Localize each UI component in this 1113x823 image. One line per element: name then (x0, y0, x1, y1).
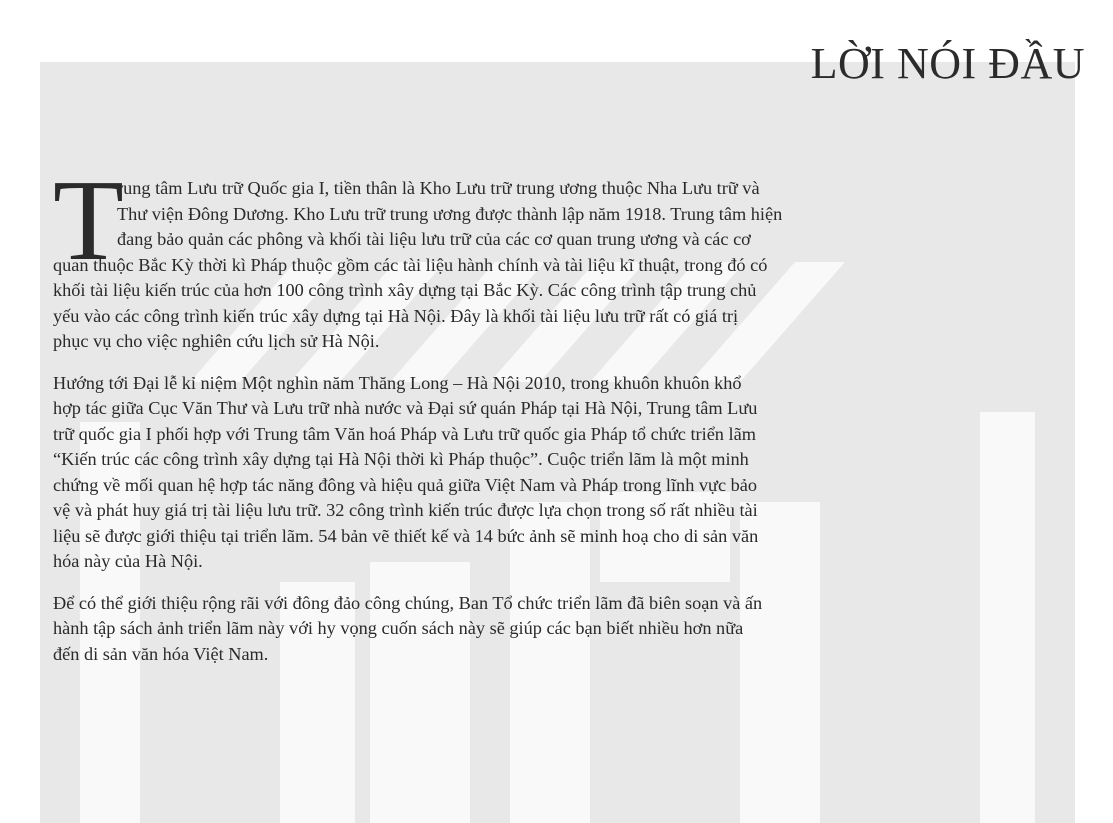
text-line: khối tài liệu kiến trúc của hơn 100 công trình xây dựng tại Bắc Kỳ. Các công trình tập trung chủ (53, 280, 757, 300)
text-line: hóa này của Hà Nội. (53, 551, 203, 571)
page-title: LỜI NÓI ĐẦU (810, 39, 1085, 88)
text-line: phục vụ cho việc nghiên cứu lịch sử Hà Nội. (53, 331, 380, 351)
drop-cap: T (53, 157, 124, 285)
paragraph-gap (53, 355, 1093, 371)
text-line: Để có thể giới thiệu rộng rãi với đông đảo công chúng, Ban Tổ chức triển lãm đã biên soạn và ấn (53, 592, 763, 613)
text-line: “Kiến trúc các công trình xây dựng tại Hà Nội thời kì Pháp thuộc”. Cuộc triển lãm là một minh (53, 449, 749, 469)
text-line: vệ và phát huy giá trị tài liệu lưu trữ. 32 công trình kiến trúc được lựa chọn trong số rất nhiều tài (53, 500, 758, 520)
text-line: Thư viện Đông Dương. Kho Lưu trữ trung ương được thành lập năm 1918. Trung tâm hiện (117, 203, 783, 224)
text-line: trữ quốc gia I phối hợp với Trung tâm Văn hoá Pháp và Lưu trữ quốc gia Pháp tổ chức triển lãm (53, 423, 756, 444)
text-line: đang bảo quản các phông và khối tài liệu lưu trữ của các cơ quan trung ương và các cơ (117, 229, 751, 249)
text-line: quan thuộc Bắc Kỳ thời kì Pháp thuộc gồm các tài liệu hành chính và tài liệu kĩ thuật, trong đó có (53, 254, 768, 275)
text-line: liệu sẽ được giới thiệu tại triển lãm. 54 bản vẽ thiết kế và 14 bức ảnh sẽ minh hoạ cho di sản văn (53, 525, 759, 546)
body-text (53, 176, 1093, 667)
text-line: yếu vào các công trình kiến trúc xây dựng tại Hà Nội. Đây là khối tài liệu lưu trữ rất có giá trị (53, 305, 739, 326)
text-line: hợp tác giữa Cục Văn Thư và Lưu trữ nhà nước và Đại sứ quán Pháp tại Hà Nội, Trung tâm Lưu (53, 398, 758, 418)
text-line: hành tập sách ảnh triển lãm này với hy vọng cuốn sách này sẽ giúp các bạn biết nhiều hơn nữa (53, 618, 744, 638)
paragraph-gap (53, 575, 1093, 591)
text-line: đến di sản văn hóa Việt Nam. (53, 643, 269, 664)
text-line: Hướng tới Đại lễ kỉ niệm Một nghìn năm Thăng Long – Hà Nội 2010, trong khuôn khuôn khổ (53, 372, 742, 393)
paragraph (53, 176, 1093, 355)
paragraph (53, 591, 1093, 668)
text-line: chứng về mối quan hệ hợp tác năng đông và hiệu quả giữa Việt Nam và Pháp trong lĩnh vực bảo (53, 474, 758, 495)
paragraph (53, 371, 1093, 575)
text-line: rung tâm Lưu trữ Quốc gia I, tiền thân là Kho Lưu trữ trung ương thuộc Nha Lưu trữ và (117, 178, 760, 198)
